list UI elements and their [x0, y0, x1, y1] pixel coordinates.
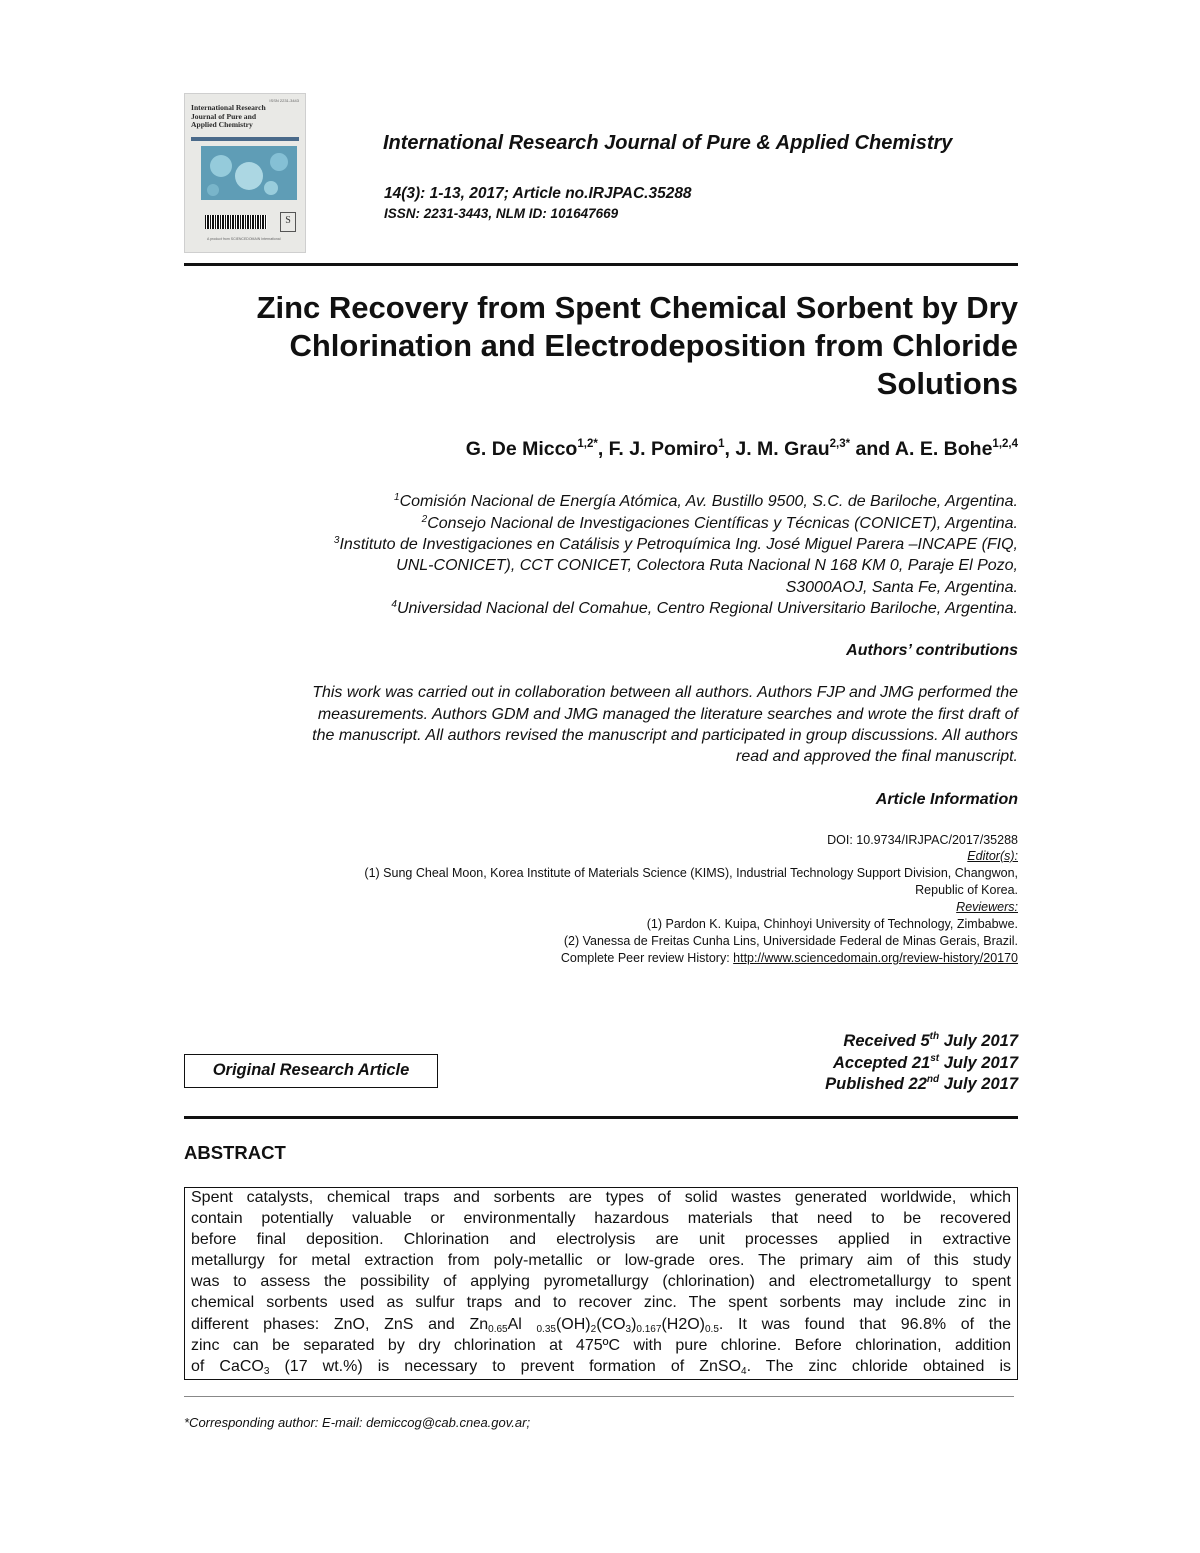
- article-type-badge: Original Research Article: [184, 1054, 438, 1088]
- abstract-line: Spent catalysts, chemical traps and sorbents are types of solid wastes generated worldwide, which: [191, 1189, 1011, 1206]
- abstract-text: (OH): [555, 1316, 591, 1333]
- abstract-line: [191, 1358, 1011, 1377]
- affiliation-text: UNL-CONICET), CCT CONICET, Colectora Ruta Nacional N 168 KM 0, Paraje El Pozo,: [396, 557, 1018, 574]
- accepted-date: [700, 1053, 1018, 1073]
- abstract-text: of CaCO: [191, 1358, 264, 1375]
- abstract-text: different phases: ZnO, ZnS and Zn: [191, 1316, 489, 1333]
- abstract-text: Al: [507, 1316, 537, 1333]
- date-text: July 2017: [939, 1075, 1018, 1093]
- affiliation-line: [184, 514, 1018, 533]
- abstract-line: before final deposition. Chlorination and electrolysis are unit processes applied in extractive: [191, 1231, 1011, 1248]
- affiliation-mark: 1: [394, 492, 400, 503]
- subscript: 2: [590, 1324, 597, 1335]
- abstract-line: contain potentially valuable or environmentally hazardous materials that need to be recovered: [191, 1210, 1011, 1227]
- journal-issn: ISSN: 2231-3443, NLM ID: 101647669: [384, 206, 619, 221]
- cover-molecule-image: [201, 146, 297, 200]
- footnote-divider: [184, 1396, 1014, 1397]
- journal-cover-thumbnail: [184, 93, 306, 253]
- subscript: 0.65: [488, 1324, 508, 1335]
- editor-line: Republic of Korea.: [915, 883, 1018, 897]
- date-ordinal: nd: [926, 1074, 940, 1085]
- abstract-line: was to assess the possibility of applying pyrometallurgy (chlorination) and electrometallurgy to spent: [191, 1273, 1011, 1290]
- affiliation-line: [184, 492, 1018, 511]
- abstract-divider: [184, 1116, 1018, 1119]
- author-name: J. M. Grau: [735, 438, 830, 460]
- journal-volume: 14(3): 1-13, 2017; Article no.IRJPAC.35288: [384, 185, 692, 202]
- title-line: Zinc Recovery from Spent Chemical Sorbent by Dry: [256, 290, 1018, 325]
- header-divider: [184, 263, 1018, 266]
- affiliation-mark: 2: [421, 514, 428, 525]
- affiliation-text: Consejo Nacional de Investigaciones Científicas y Técnicas (CONICET), Argentina.: [427, 515, 1018, 532]
- review-history: [184, 951, 1018, 965]
- abstract-text: (17 wt.%) is necessary to prevent formation of ZnSO: [269, 1358, 742, 1375]
- author-name: F. J. Pomiro: [608, 438, 719, 460]
- affiliation-line: [184, 579, 1018, 597]
- published-date: [700, 1074, 1018, 1094]
- received-date: [700, 1031, 1018, 1051]
- review-history-label: Complete Peer review History:: [560, 951, 734, 965]
- date-text: July 2017: [939, 1054, 1018, 1072]
- reviewer-line: (1) Pardon K. Kuipa, Chinhoyi University of Technology, Zimbabwe.: [646, 917, 1018, 931]
- subscript: 0.35: [536, 1324, 556, 1335]
- article-title: [184, 289, 1018, 403]
- author-separator: ,: [724, 438, 736, 460]
- affiliation-line: [184, 535, 1018, 554]
- abstract-text: (CO: [596, 1316, 626, 1333]
- affiliation-text: S3000AOJ, Santa Fe, Argentina.: [785, 579, 1018, 596]
- author-separator: ,: [597, 438, 609, 460]
- cover-footer: A product from SCIENCEDOMAIN International: [207, 237, 281, 241]
- abstract-text: (H2O): [661, 1316, 705, 1333]
- cover-barcode: [205, 215, 267, 229]
- abstract-line: metallurgy for metal extraction from poly-metallic or low-grade ores. The primary aim of this study: [191, 1252, 1011, 1269]
- corresponding-author-footnote: *Corresponding author: E-mail: demiccog@cab.cnea.gov.ar;: [184, 1415, 531, 1430]
- affiliation-mark: 3: [333, 535, 340, 546]
- cover-band: [191, 137, 299, 141]
- abstract-box: [184, 1187, 1018, 1380]
- affiliation-text: Universidad Nacional del Comahue, Centro Regional Universitario Bariloche, Argentina.: [396, 600, 1018, 617]
- date-text: July 2017: [939, 1032, 1018, 1050]
- author-affiliation-mark: 1,2,4: [992, 438, 1018, 450]
- reviewers-label: Reviewers:: [956, 900, 1018, 914]
- contributions-line: read and approved the final manuscript.: [736, 748, 1018, 765]
- subscript: 4: [741, 1366, 747, 1377]
- author-separator: and: [850, 438, 895, 460]
- contributions-line: the manuscript. All authors revised the manuscript and participated in group discussions. All authors: [312, 727, 1018, 744]
- date-text: Accepted 21: [832, 1054, 931, 1072]
- cover-publisher-logo: S: [280, 212, 296, 232]
- abstract-line: [191, 1316, 1011, 1335]
- editors-label: Editor(s):: [967, 849, 1018, 863]
- affiliation-mark: 4: [391, 599, 397, 610]
- review-history-link[interactable]: http://www.sciencedomain.org/review-history/20170: [733, 951, 1018, 965]
- date-ordinal: st: [930, 1053, 940, 1064]
- contributions-heading: Authors’ contributions: [846, 642, 1018, 659]
- affiliation-text: Comisión Nacional de Energía Atómica, Av. Bustillo 9500, S.C. de Bariloche, Argentina.: [399, 493, 1018, 510]
- title-line: Chlorination and Electrodeposition from Chloride: [289, 328, 1018, 363]
- subscript: 3: [625, 1324, 632, 1335]
- cover-title: International Research Journal of Pure and Applied Chemistry: [191, 103, 266, 130]
- author-name: A. E. Bohe: [894, 438, 993, 460]
- contributions-line: measurements. Authors GDM and JMG managed the literature searches and wrote the first draft of: [317, 706, 1018, 723]
- abstract-line: chemical sorbents used as sulfur traps and to recover zinc. The spent sorbents may include zinc in: [191, 1294, 1011, 1311]
- author-list: [184, 438, 1018, 461]
- affiliation-text: Instituto de Investigaciones en Catálisis y Petroquímica Ing. José Miguel Parera –INCAPE (FIQ,: [339, 536, 1018, 553]
- journal-name: International Research Journal of Pure & Applied Chemistry: [383, 132, 953, 154]
- date-text: Published 22: [825, 1075, 927, 1093]
- author-name: G. De Micco: [465, 438, 578, 460]
- author-affiliation-mark: 1,2*: [577, 438, 598, 450]
- cover-issn: ISSN 2231-3443: [269, 98, 299, 103]
- editor-line: (1) Sung Cheal Moon, Korea Institute of Materials Science (KIMS), Industrial Technology Support Division, Changwon,: [364, 866, 1018, 880]
- abstract-text: . The zinc chloride obtained is: [746, 1358, 1012, 1375]
- reviewer-line: (2) Vanessa de Freitas Cunha Lins, Universidade Federal de Minas Gerais, Brazil.: [563, 934, 1018, 948]
- contributions-line: This work was carried out in collaboration between all authors. Authors FJP and JMG performed the: [312, 684, 1018, 701]
- title-line: Solutions: [876, 366, 1018, 401]
- subscript: 0.5: [705, 1324, 719, 1335]
- date-ordinal: th: [929, 1031, 940, 1042]
- subscript: 3: [263, 1366, 270, 1377]
- subscript: 0.167: [636, 1324, 662, 1335]
- abstract-text: . It was found that 96.8% of the: [718, 1316, 1011, 1333]
- affiliation-line: [184, 599, 1018, 618]
- abstract-line: zinc can be separated by dry chlorination at 475ºC with pure chlorine. Before chlorination, addition: [191, 1337, 1011, 1354]
- author-affiliation-mark: 2,3*: [829, 438, 851, 450]
- author-affiliation-mark: 1: [718, 438, 725, 450]
- affiliation-line: [184, 557, 1018, 575]
- article-info-heading: Article Information: [875, 791, 1018, 808]
- date-text: Received 5: [843, 1032, 930, 1050]
- abstract-text: ): [631, 1316, 637, 1333]
- abstract-heading: ABSTRACT: [184, 1142, 286, 1163]
- doi: DOI: 10.9734/IRJPAC/2017/35288: [827, 833, 1018, 847]
